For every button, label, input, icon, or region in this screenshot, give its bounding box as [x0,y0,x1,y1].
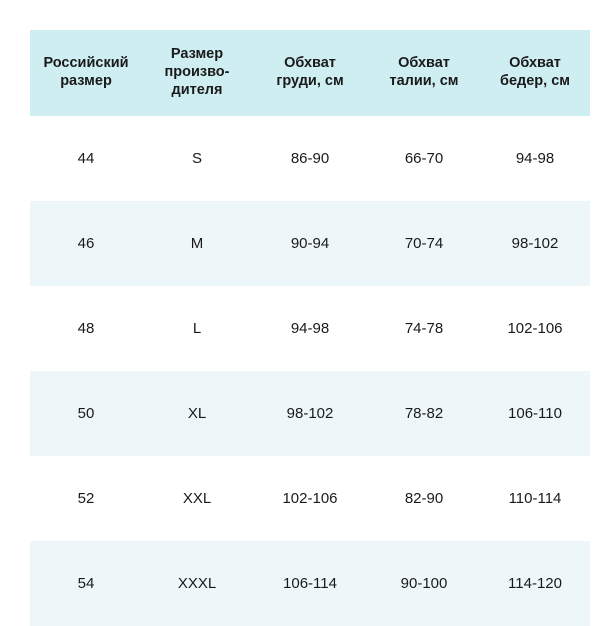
table-header-cell-manufacturer-size [142,30,252,116]
cell-hips: 102-106 [480,286,590,371]
header-line: Обхват [509,55,561,72]
cell-waist: 82-90 [368,456,480,541]
header-line: Обхват [398,55,450,72]
cell-manufacturer-size: S [142,116,252,201]
table-header-row [30,30,590,116]
table-body [30,116,590,626]
cell-russian-size: 50 [30,371,142,456]
cell-chest: 106-114 [252,541,368,626]
table-row [30,286,590,371]
cell-russian-size: 54 [30,541,142,626]
table-row [30,541,590,626]
cell-waist: 70-74 [368,201,480,286]
table-header-cell-hips [480,30,590,116]
cell-hips: 110-114 [480,456,590,541]
header-line: дителя [171,81,223,98]
table-header-cell-russian-size [30,30,142,116]
cell-manufacturer-size: XXXL [142,541,252,626]
cell-waist: 74-78 [368,286,480,371]
cell-russian-size: 46 [30,201,142,286]
cell-russian-size: 52 [30,456,142,541]
header-line: груди, см [276,73,344,89]
cell-hips: 98-102 [480,201,590,286]
table-header [30,30,590,116]
table-row [30,116,590,201]
cell-waist: 78-82 [368,371,480,456]
cell-hips: 114-120 [480,541,590,626]
size-chart-table [30,30,590,626]
cell-russian-size: 44 [30,116,142,201]
cell-manufacturer-size: XXL [142,456,252,541]
header-line: Размер [170,46,224,63]
cell-hips: 94-98 [480,116,590,201]
header-line: бедер, см [500,73,570,89]
cell-manufacturer-size: L [142,286,252,371]
table-header-cell-chest [252,30,368,116]
cell-chest: 98-102 [252,371,368,456]
header-line: Обхват [284,55,336,72]
table-row [30,456,590,541]
cell-chest: 94-98 [252,286,368,371]
cell-chest: 90-94 [252,201,368,286]
cell-hips: 106-110 [480,371,590,456]
header-line: размер [60,73,112,89]
cell-manufacturer-size: XL [142,371,252,456]
cell-waist: 66-70 [368,116,480,201]
header-line: талии, см [389,73,459,89]
table-row [30,371,590,456]
cell-chest: 102-106 [252,456,368,541]
header-line: произво- [164,64,230,81]
table-header-cell-waist [368,30,480,116]
cell-waist: 90-100 [368,541,480,626]
table-row [30,201,590,286]
header-line: Российский [43,55,129,72]
cell-chest: 86-90 [252,116,368,201]
cell-manufacturer-size: M [142,201,252,286]
cell-russian-size: 48 [30,286,142,371]
